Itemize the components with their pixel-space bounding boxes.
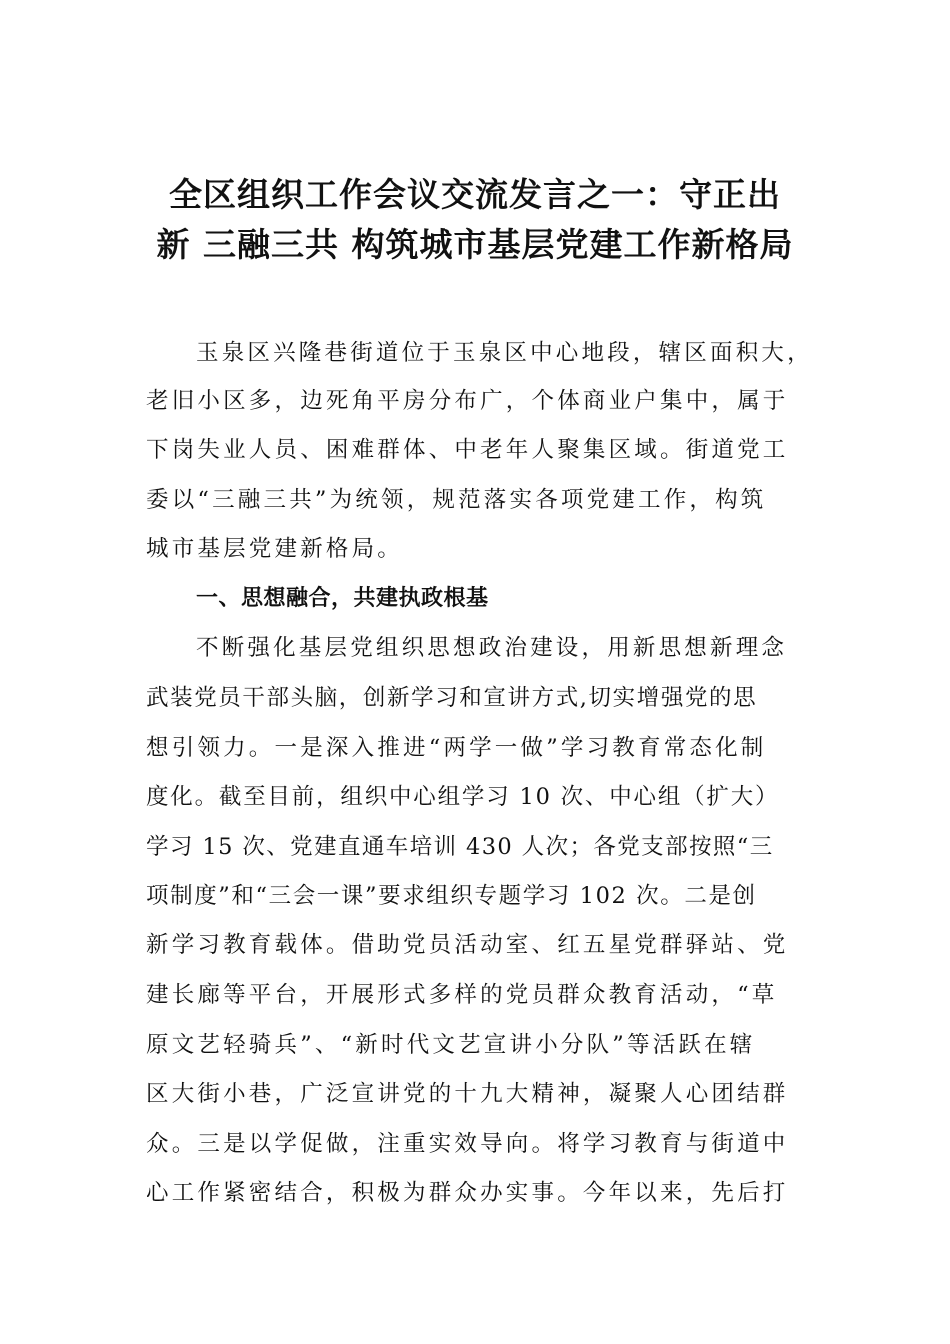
section-1-line-12: 心工作紧密结合，积极为群众办实事。今年以来，先后打 [146,1180,789,1206]
section-1-heading: 一、思想融合，共建执政根基 [196,586,489,611]
section-1-line-2: 武装党员干部头脑，创新学习和宣讲方式,切实增强党的思 [146,685,758,711]
section-1-line-8: 建长廊等平台，开展形式多样的党员群众教育活动，“草 [146,982,778,1008]
title-line-1: 全区组织工作会议交流发言之一：守正出 [169,175,781,214]
section-1-line-9: 原文艺轻骑兵”、“新时代文艺宣讲小分队”等活跃在辖 [146,1032,756,1058]
section-1-line-10: 区大街小巷，广泛宣讲党的十九大精神，凝聚人心团结群 [146,1081,789,1107]
section-1-line-4: 度化。截至目前，组织中心组学习 10 次、中心组（扩大） [146,784,780,810]
intro-line-4: 委以“三融三共”为统领，规范落实各项党建工作，构筑 [146,487,767,513]
section-1-line-7: 新学习教育载体。借助党员活动室、红五星党群驿站、党 [146,932,789,958]
section-1-line-11: 众。三是以学促做，注重实效导向。将学习教育与街道中 [146,1131,789,1157]
title-line-2: 新 三融三共 构筑城市基层党建工作新格局 [156,225,794,264]
section-1-line-3: 想引领力。一是深入推进“两学一做”学习教育常态化制 [146,735,767,761]
intro-line-5: 城市基层党建新格局。 [146,536,404,562]
intro-line-2: 老旧小区多，边死角平房分布广，个体商业户集中，属于 [146,388,789,414]
intro-line-3: 下岗失业人员、困难群体、中老年人聚集区域。街道党工 [146,437,789,463]
section-1-line-5: 学习 15 次、党建直通车培训 430 人次；各党支部按照“三 [146,834,774,860]
section-1-line-1: 不断强化基层党组织思想政治建设，用新思想新理念 [196,635,788,661]
document-title [120,170,830,270]
section-1-line-6: 项制度”和“三会一课”要求组织专题学习 102 次。二是创 [146,883,757,909]
intro-line-1: 玉泉区兴隆巷街道位于玉泉区中心地段，辖区面积大， [196,340,813,366]
